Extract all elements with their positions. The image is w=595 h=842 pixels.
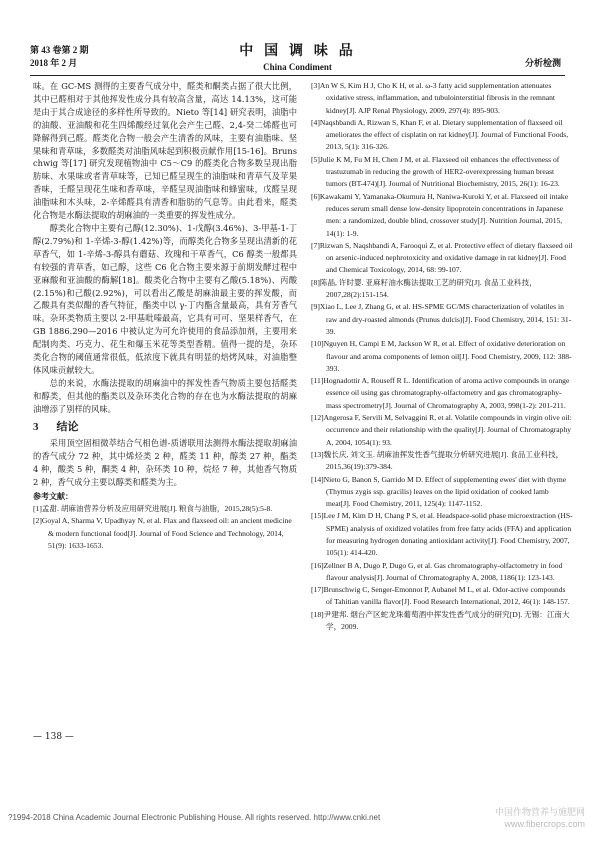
copyright-footer: ?1994-2018 China Academic Journal Electronic Publishing House. All rights reserved. http://www.cnki.net bbox=[8, 813, 381, 822]
reference-item bbox=[311, 277, 573, 302]
reference-index: [9] bbox=[311, 302, 320, 312]
watermark-line-1: 中国作物营养与施肥网 bbox=[494, 807, 585, 817]
reference-index: [8] bbox=[311, 277, 320, 287]
reference-item bbox=[311, 560, 573, 585]
reference-text: 孟甜. 胡麻油营养分析及应用研究进展[J]. 粮食与油脂，2015,28(5):5-8. bbox=[41, 504, 273, 513]
reference-text: Goyal A, Sharma V, Upadhyay N, et al. Flax and flaxseed oil: an ancient medicine & modern functional food[J]. Journal of Food Science and Technology, 2014, 51(9): 1633-1653. bbox=[41, 516, 292, 550]
reference-text: Naqshbandi A, Rizwan S, Khan F, et al. Dietary supplementation of flaxseed oil ameliorates the effect of cisplatin on rat kidney[J]. Journal of Functional Foods, 2013, 5(1): 316-326. bbox=[319, 117, 569, 152]
reference-item bbox=[311, 375, 573, 412]
reference-index: [4] bbox=[311, 117, 320, 127]
reference-text: Lee J M, Kim D H, Chang P S, et al. Headspace-solid phase microextraction (HS-SPME) analysis of oxidized volatiles from free fatty acids (FFA) and application for measuring hydrogen donating antioxidant activity[J]. Food Chemistry, 2007, 105(1): 414-420. bbox=[323, 511, 573, 558]
reference-item bbox=[311, 412, 573, 449]
reference-item bbox=[311, 240, 573, 277]
references-right bbox=[311, 80, 573, 633]
reference-index: [3] bbox=[311, 81, 320, 90]
references-title: 参考文献： bbox=[33, 491, 73, 502]
right-column bbox=[311, 80, 573, 633]
reference-index: [11] bbox=[311, 376, 324, 386]
reference-index: [13] bbox=[311, 449, 324, 459]
section-title: 结论 bbox=[56, 419, 79, 433]
reference-item bbox=[311, 117, 573, 154]
reference-item bbox=[311, 584, 573, 609]
reference-text: Julie K M, Fu M H, Chen J M, et al. Flaxseed oil enhances the effectiveness of trastuzumab in reducing the growth of HER2-overexpressing human breast tumors (BT-474)[J]. Journal of Nutritional Biochemistry, 2015, 26(1): 16-23. bbox=[319, 154, 560, 189]
paragraph-alcohols: 醇类化合物中主要有己醇(12.30%)、1-戊醇(3.46%)、3-甲基-1-丁醇(2.79%)和 1-辛烯-3-醇(1.42%)等，而醇类化合物多呈现出清新的花草香气，如 1-辛烯-3-醇具有蘑菇、玫瑰和干草香气，C6 醇类一般都具有较强的青草香，如己醇，这些 C6 化合物主要来源于前期发酵过程中亚麻酸和亚油酸的酶解[18]。酸类化合物中主要有乙酸(5.18%)、丙酸(2.15%)和己酸(2.92%)，可以看出乙酸是胡麻油最主要的挥发酸，而乙酸具有类似醋的香气特征，酯类中以 γ-丁内酯含量最高，具有芳香气味。杂环类物质主要以 2-甲基吡嗪最高，它具有可可、坚果样香气，在 GB 1886.290—2016 中被认定为可允许使用的食品添加剂，主要用来配制肉类、巧克力、花生和爆玉米花等类型香精。值得一提的是，杂环类化合物的阈值通常很低，低浓度下就具有明显的焙烤风味，对油脂整体风味贡献较大。 bbox=[33, 222, 297, 375]
paragraph-summary: 总的来说，水酶法提取的胡麻油中的挥发性香气物质主要包括醛类和醇类，但其他的酯类以及杂环类化合物的存在也为水酶法提取的胡麻油增添了别样的风味。 bbox=[33, 377, 297, 414]
reference-index: [16] bbox=[311, 560, 324, 570]
reference-text: Brunschwig C, Senger-Emonnot P, Aubanel M L, et al. Odor-active compounds of Tahitian vanilla flavor[J]. Food Research International, 2012, 46(1): 148-157. bbox=[323, 585, 570, 607]
date-line: 2018 年 2 月 bbox=[30, 58, 78, 68]
watermark-line-2: www.fibercrops.com bbox=[504, 819, 585, 829]
section-number: 3 bbox=[33, 420, 39, 433]
reference-item bbox=[311, 449, 573, 474]
journal-title-en: China Condiment bbox=[263, 62, 332, 72]
volume-line: 第 43 卷第 2 期 bbox=[30, 45, 89, 55]
reference-text: Zellner B A, Dugo P, Dugo G, et al. Gas chromatography-olfactometry in food flavour analysis[J]. Journal of Chromatography A, 2008, 1186(1): 123-143. bbox=[323, 560, 563, 582]
page-header bbox=[0, 0, 595, 76]
reference-text: Nieto G, Banon S, Garrido M D. Effect of supplementing ewes' diet with thyme (Thymus zygis ssp. gracilis) leaves on the lipid oxidation of cooked lamb meat[J]. Food Chemistry, 2011, 125(4): 1147-1152. bbox=[323, 474, 567, 509]
header-rule bbox=[30, 75, 565, 76]
section-heading-conclusion bbox=[33, 421, 297, 434]
reference-text: Angerosa F, Servili M, Selvaggini R, et al. Volatile compounds in virgin olive oil: occurrence and their relationship with the quality[J]. Journal of Chromatography A, 2004, 1054(1): 93. bbox=[323, 413, 572, 447]
reference-item bbox=[33, 503, 297, 515]
reference-index: [14] bbox=[311, 474, 324, 484]
reference-text: 魏长庆, 刘文玉. 胡麻油挥发性香气提取分析研究进展[J]. 食品工业科技，2015,36(19):379-384. bbox=[323, 449, 564, 472]
reference-text: 尹建邦. 烟台产区蛇龙珠葡萄酒中挥发性香气成分的研究[D]. 无锡：江南大学，2009. bbox=[323, 609, 570, 632]
reference-text: An W S, Kim H J, Cho K H, et al. ω-3 fatty acid supplementation attenuates oxidative stress, inflammation, and tubulointerstitial fibrosis in the remnant kidney[J]. AJP Renal Physiology, 2009, 297(4): 895-903. bbox=[319, 81, 556, 115]
reference-item bbox=[311, 301, 573, 338]
reference-text: Hognadottir A, Rouseff R L. Identification of aroma active compounds in orange essence oil using gas chromatography-olfactometry and gas chromatography-mass spectrometry[J]. Journal of Chromatography A, 2003, 998(1-2): 201-211. bbox=[323, 376, 570, 410]
section-label: 分析检测 bbox=[524, 59, 561, 69]
reference-text: Nguyen H, Campi E M, Jackson W R, et al. Effect of oxidative deterioration on flavour and aroma components of lemon oil[J]. Food Chemistry, 2009, 112: 388-393. bbox=[323, 339, 572, 373]
journal-title-zh: 中 国 调 味 品 bbox=[239, 43, 356, 59]
reference-item bbox=[311, 510, 573, 559]
reference-text: Rizwan S, Naqshbandi A, Farooqui Z, et al. Protective effect of dietary flaxseed oil on arsenic-induced nephrotoxicity and oxidative damage in rat kidney[J]. Food and Chemical Toxicology, 2014, 68: 99-107. bbox=[319, 240, 573, 275]
references-left bbox=[33, 503, 297, 552]
paragraph-conclusion: 采用顶空固相微萃结合气相色谱-质谱联用法测得水酶法提取胡麻油的香气成分 72 种，其中烯烃类 2 种，醛类 11 种，醇类 27 种，酯类 4 种，酸类 5 种，酮类 4 种，杂环类 10 种，烷烃 7 种，其他香气物质 2 种，香气成分主要以醇类和醛类为主。 bbox=[33, 438, 297, 488]
reference-index: [18] bbox=[311, 609, 324, 619]
reference-index: [2] bbox=[33, 516, 42, 526]
reference-index: [12] bbox=[311, 413, 324, 423]
reference-item bbox=[311, 338, 573, 375]
watermark bbox=[495, 806, 585, 830]
reference-index: [17] bbox=[311, 585, 324, 595]
reference-index: [15] bbox=[311, 511, 324, 521]
reference-index: [1] bbox=[33, 504, 42, 513]
reference-text: Kawakami Y, Yamanaka-Okumura H, Naniwa-Kuroki Y, et al. Flaxseed oil intake reduces serum small dense low-density lipoprotein concentrations in Japanese men: a randomized, double blind, crossover study[J]. Nutrition Journal, 2015, 14(1): 1-9. bbox=[319, 191, 569, 238]
reference-item bbox=[311, 474, 573, 511]
journal-title bbox=[0, 40, 595, 72]
reference-item bbox=[33, 515, 297, 552]
left-column bbox=[33, 80, 297, 552]
reference-index: [7] bbox=[311, 240, 320, 250]
reference-item bbox=[311, 154, 573, 191]
reference-text: 陈晶, 许时婴. 亚麻籽油水酶法提取工艺的研究[J]. 食品工业科技，2007,28(2):151-154. bbox=[319, 277, 537, 300]
reference-text: Xiao L, Lee J, Zhang G, et al. HS-SPME GC/MS characterization of volatiles in raw and dry-roasted almonds (Prunus dulcis)[J]. Food Chemistry, 2014, 151: 31-39. bbox=[319, 302, 572, 336]
reference-index: [6] bbox=[311, 191, 320, 201]
page-number: — 138 — bbox=[33, 732, 74, 742]
reference-index: [5] bbox=[311, 154, 320, 164]
reference-item bbox=[311, 191, 573, 240]
paragraph-aldehydes: 味。在 GC-MS 测得的主要香气成分中，醛类和酮类占据了很大比例，其中已醛相对于其他挥发性成分具有较高含量，高达 14.13%，这可能是由于其合成途径的多样性所导致的。Nieto 等[14] 研究表明，油脂中的油酸、亚油酸和花生四烯酸经过氧化会产生己醛、2,4-癸二烯醛也可降解得到己醛。醛类化合物一般会产生清香的风味，主要有油脂味、坚果味和青草味，多数醛类对油脂风味起到积极贡献作用[15-16]。Brunschwig 等[17] 研究发现植物油中 C5～C9 的醛类化合物多数呈现出脂肪味、水果味或者青草味等，已知已醛呈现生的油脂味和青草气及苹果香味，壬醛呈现花生味和香草味，辛醛呈现油脂味和蜂蜜味，戊醛呈现油脂味和木头味，2-辛烯醛具有清香和脂肪的气息等。由此看来，醛类化合物是水酶法提取的胡麻油的一类重要的挥发性成分。 bbox=[33, 81, 297, 221]
reference-item bbox=[311, 80, 573, 117]
reference-index: [10] bbox=[311, 339, 324, 349]
reference-item bbox=[311, 609, 573, 634]
